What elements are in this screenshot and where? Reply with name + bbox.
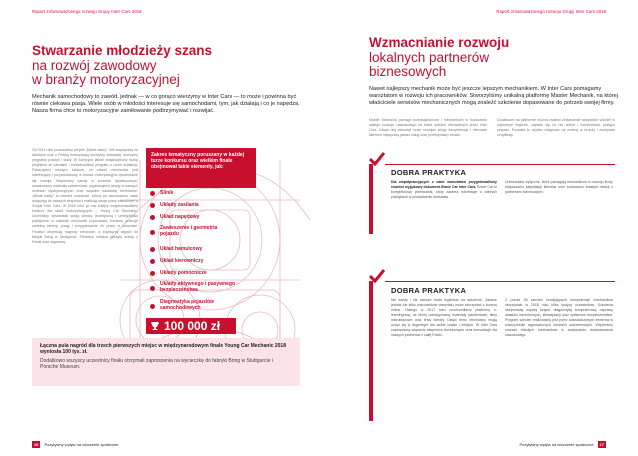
headline-line-2: lokalnych partnerów [369,49,490,65]
headline [32,44,302,88]
prize-amount: 100 000 zł [164,319,221,333]
bullet-dot-icon [150,247,155,252]
prize-info-text: Dodatkowo wszyscy uczestnicy finału otrzymali zaproszenia na wycieczkę do fabryki Bring w Stuttgarcie i Porsche Museum. [40,357,273,371]
headline-bold: Stwarzanie młodzieży szans [32,43,213,58]
body-column: Od 2011 roku prowadzimy projekt „Młode kadry”. We współpracy ze szkołami oraz z Polską motoryzacją tworzymy warsztaty, tworzymy programy praktyk i staży. W kolejnych latach zwiększyliśmy liczbę projektów ze szkołami i rozszerzyliśmy program o nowe działania. Pokazujemy młodym ludziom, że zawód mechanika jest interesujący i przyszłościowy, a branża motoryzacyjna dynamicznie się rozwija. Wspieramy szkoły w procesie dydaktycznym, dostarczamy materiały szkoleniowe, organizujemy wizyty w naszych centrach dystrybucyjnych oraz wspólne warsztaty techniczne. „Młode kadry” to również uczniowie, którzy po zakończeniu nauki dołączają do naszych zespołów i realizują swoje plany zawodowe w Grupie Inter Cars. W 2018 roku po raz kolejny zorganizowaliśmy konkurs dla szkół motoryzacyjnych – Young Car Mechanic. Uczestnicy sprawdzali swoją wiedzę teoretyczną i umiejętności praktyczne w zakresie mechaniki pojazdowej. Konkurs promuje rzetelną wiedzę, pasję i przygotowanie do pracy w zawodzie. Finaliści otrzymują nagrody rzeczowe, a zwycięzcy wyjazd do fabryki Bring w Stuttgarcie. Pierwsze miejsca zdobyły szkoły z Polski oraz zagranicy. [32,148,138,244]
good-practice-title-2: DOBRA PRAKTYKA [391,286,467,295]
bullet-dot-icon [150,203,155,208]
footer-text: Pozytywny wpływ na otoczenie społeczne [519,442,594,447]
page-header: Raport zrównoważonego rozwoju Grupy Inter Cars 2018 [32,9,142,14]
good-practice-1-col-2: Uniwersalne wytyczne, które pomagają mechanikom w rozwoju firmy, zwiększaniu satysfakcji klientów oraz budowaniu trwałych relacji z partnerami biznesowymi. [505,180,613,194]
topics-box-title: Zakres tematyczny poruszany w każdej turze konkursu oraz wielkim finale obejmował takie elementy, jak: [151,152,245,171]
topic-item: Układ napędowy [150,212,199,223]
bullet-dot-icon [150,259,155,264]
lead-paragraph: Mechanik samochodowy to zawód, jednak — w co gorąco wierzymy w Inter Cars — to może i powinna być równie ciekawa pasja. Wiele osób w młodości interesuje się samochodami, tym, jak działają i co je napędza. Nasza firma chce to motoryzacyjne zamiłowanie podtrzymywać i rozwijać. [32,94,300,115]
topic-item: Układy zasilania [150,200,199,211]
headline-line-3: biznesowych [369,64,447,79]
right-page [319,0,638,456]
trophy-icon [150,321,160,331]
topic-item: Układ hamulcowy [150,244,202,255]
headline-line-3: w branży motoryzacyjnej [32,72,180,87]
bullet-dot-icon [150,230,155,235]
lead-paragraph: Nawet najlepszy mechanik może być jeszcze lepszym mechanikiem. W Inter Cars pomagamy warsztatom w rozwoju ich pracowników. Stworzyliśmy unikalną platformę Master Mechanik, na której właściciele serwisów mechanicznych mogą znaleźć szkolenie dopasowane do potrzeb swojej firmy. [369,86,619,107]
body-column-1: Master Mechanik pomaga przedsiębiorcom i mechanikom w budowaniu stałego rozwoju zawodowego na bazie szkoleń oferowanych przez Inter Cars. Dzięki niej warsztat może rozwijać swoje kompetencje i oferować klientom najwyższą jakość usług oraz profesjonalny serwis. [369,118,487,138]
headline-bold: Wzmacnianie rozwoju [369,35,510,50]
accent-bar [369,281,373,421]
prize-info-bold: Łączna pula nagród dla trzech pierwszych miejsc w międzynarodowym finale Young Car Mechanic 2018 wyniosła 100 tys. zł. [40,343,286,356]
good-practice-title-1: DOBRA PRAKTYKA [391,168,467,177]
page-footer [520,441,607,448]
topic-item: Silnik [150,188,173,199]
topics-box [146,148,256,188]
topic-item: Układ kierowniczy [150,256,203,267]
bullet-dot-icon [150,215,155,220]
prize-amount-badge [146,318,236,334]
footer-text: Pozytywny wpływ na otoczenie społeczne [44,442,119,447]
bullet-dot-icon [150,271,155,276]
page-number: 16 [34,442,39,447]
good-practice-1-text: Brave Car to kompleksowy przewodnik, który zawiera informacje o dobrych praktykach w prowadzeniu warsztatu. [391,185,497,199]
good-practice-2-col-1: Nie każdy i nie zawsze może wyjechać na szkolenie. Zawsze jednak lub kilku pracowników warsztatu może skorzystać z kursów online. Dlatego w 2017 roku uruchomiliśmy platformę e-learningową, na której udostępniamy materiały szkoleniowe, filmy instruktażowe oraz testy wiedzy. Dzięki temu mechanicy mogą uczyć się w dogodnym dla siebie czasie i miejscu. W Inter Cars zapewniamy wsparcie ekspertów technicznych oraz konsultacje dla naszych partnerów z całej Polski. [391,298,497,337]
headline [369,36,609,80]
divider [385,164,615,165]
topic-item: Układy pomocnicze [150,268,207,279]
prize-info-box [32,338,300,386]
good-practice-1-bold: Dla współpracujących z nami warsztatów przygotowaliśmy również wyjątkowy dokument Brave Car Inter Cars. [391,180,497,189]
topic-item: Układy aktywnego i pasywnego bezpieczeństwa [150,281,240,295]
topic-item: Zawieszenie i geometria pojazdu [150,225,220,239]
page-footer [32,441,119,448]
bullet-dot-icon [150,286,155,291]
accent-bar [369,164,373,234]
good-practice-2-col-2: Z ponad 36 szkoleń rozwijających kompetencje mechaników skorzystało w 2018 roku kilka tysięcy uczestników. Szkolenia obejmowały między innymi: diagnostykę komputerową, naprawę układów hamulcowych, klimatyzacji oraz systemów bezpieczeństwa. Program szkoleń realizowany jest przez doświadczonych trenerów w nowocześnie wyposażonych centrach szkoleniowych. Wspieramy również młodych mechaników w zdobywaniu doświadczenia zawodowego. [505,298,613,337]
page-number: 17 [599,442,604,447]
bullet-dot-icon [150,304,155,309]
bullet-dot-icon [150,191,155,196]
good-practice-1-col-1 [391,180,497,228]
topic-item: Diagnostyka pojazdów samochodowych [150,299,230,313]
divider [385,281,615,282]
headline-line-2: na rozwój zawodowy [32,57,157,73]
body-column-2: Dodatkowo na platformie można znaleźć zestawienie wszystkich szkoleń w wybranym regionie, zapisać się na nie online i monitorować postępy zespołu. Pozwala to szybko reagować na zmiany w branży i zdobywać certyfikaty. [497,118,615,138]
page-header: Raport zrównoważonego rozwoju Grupy Inter Cars 2018 [496,9,606,14]
